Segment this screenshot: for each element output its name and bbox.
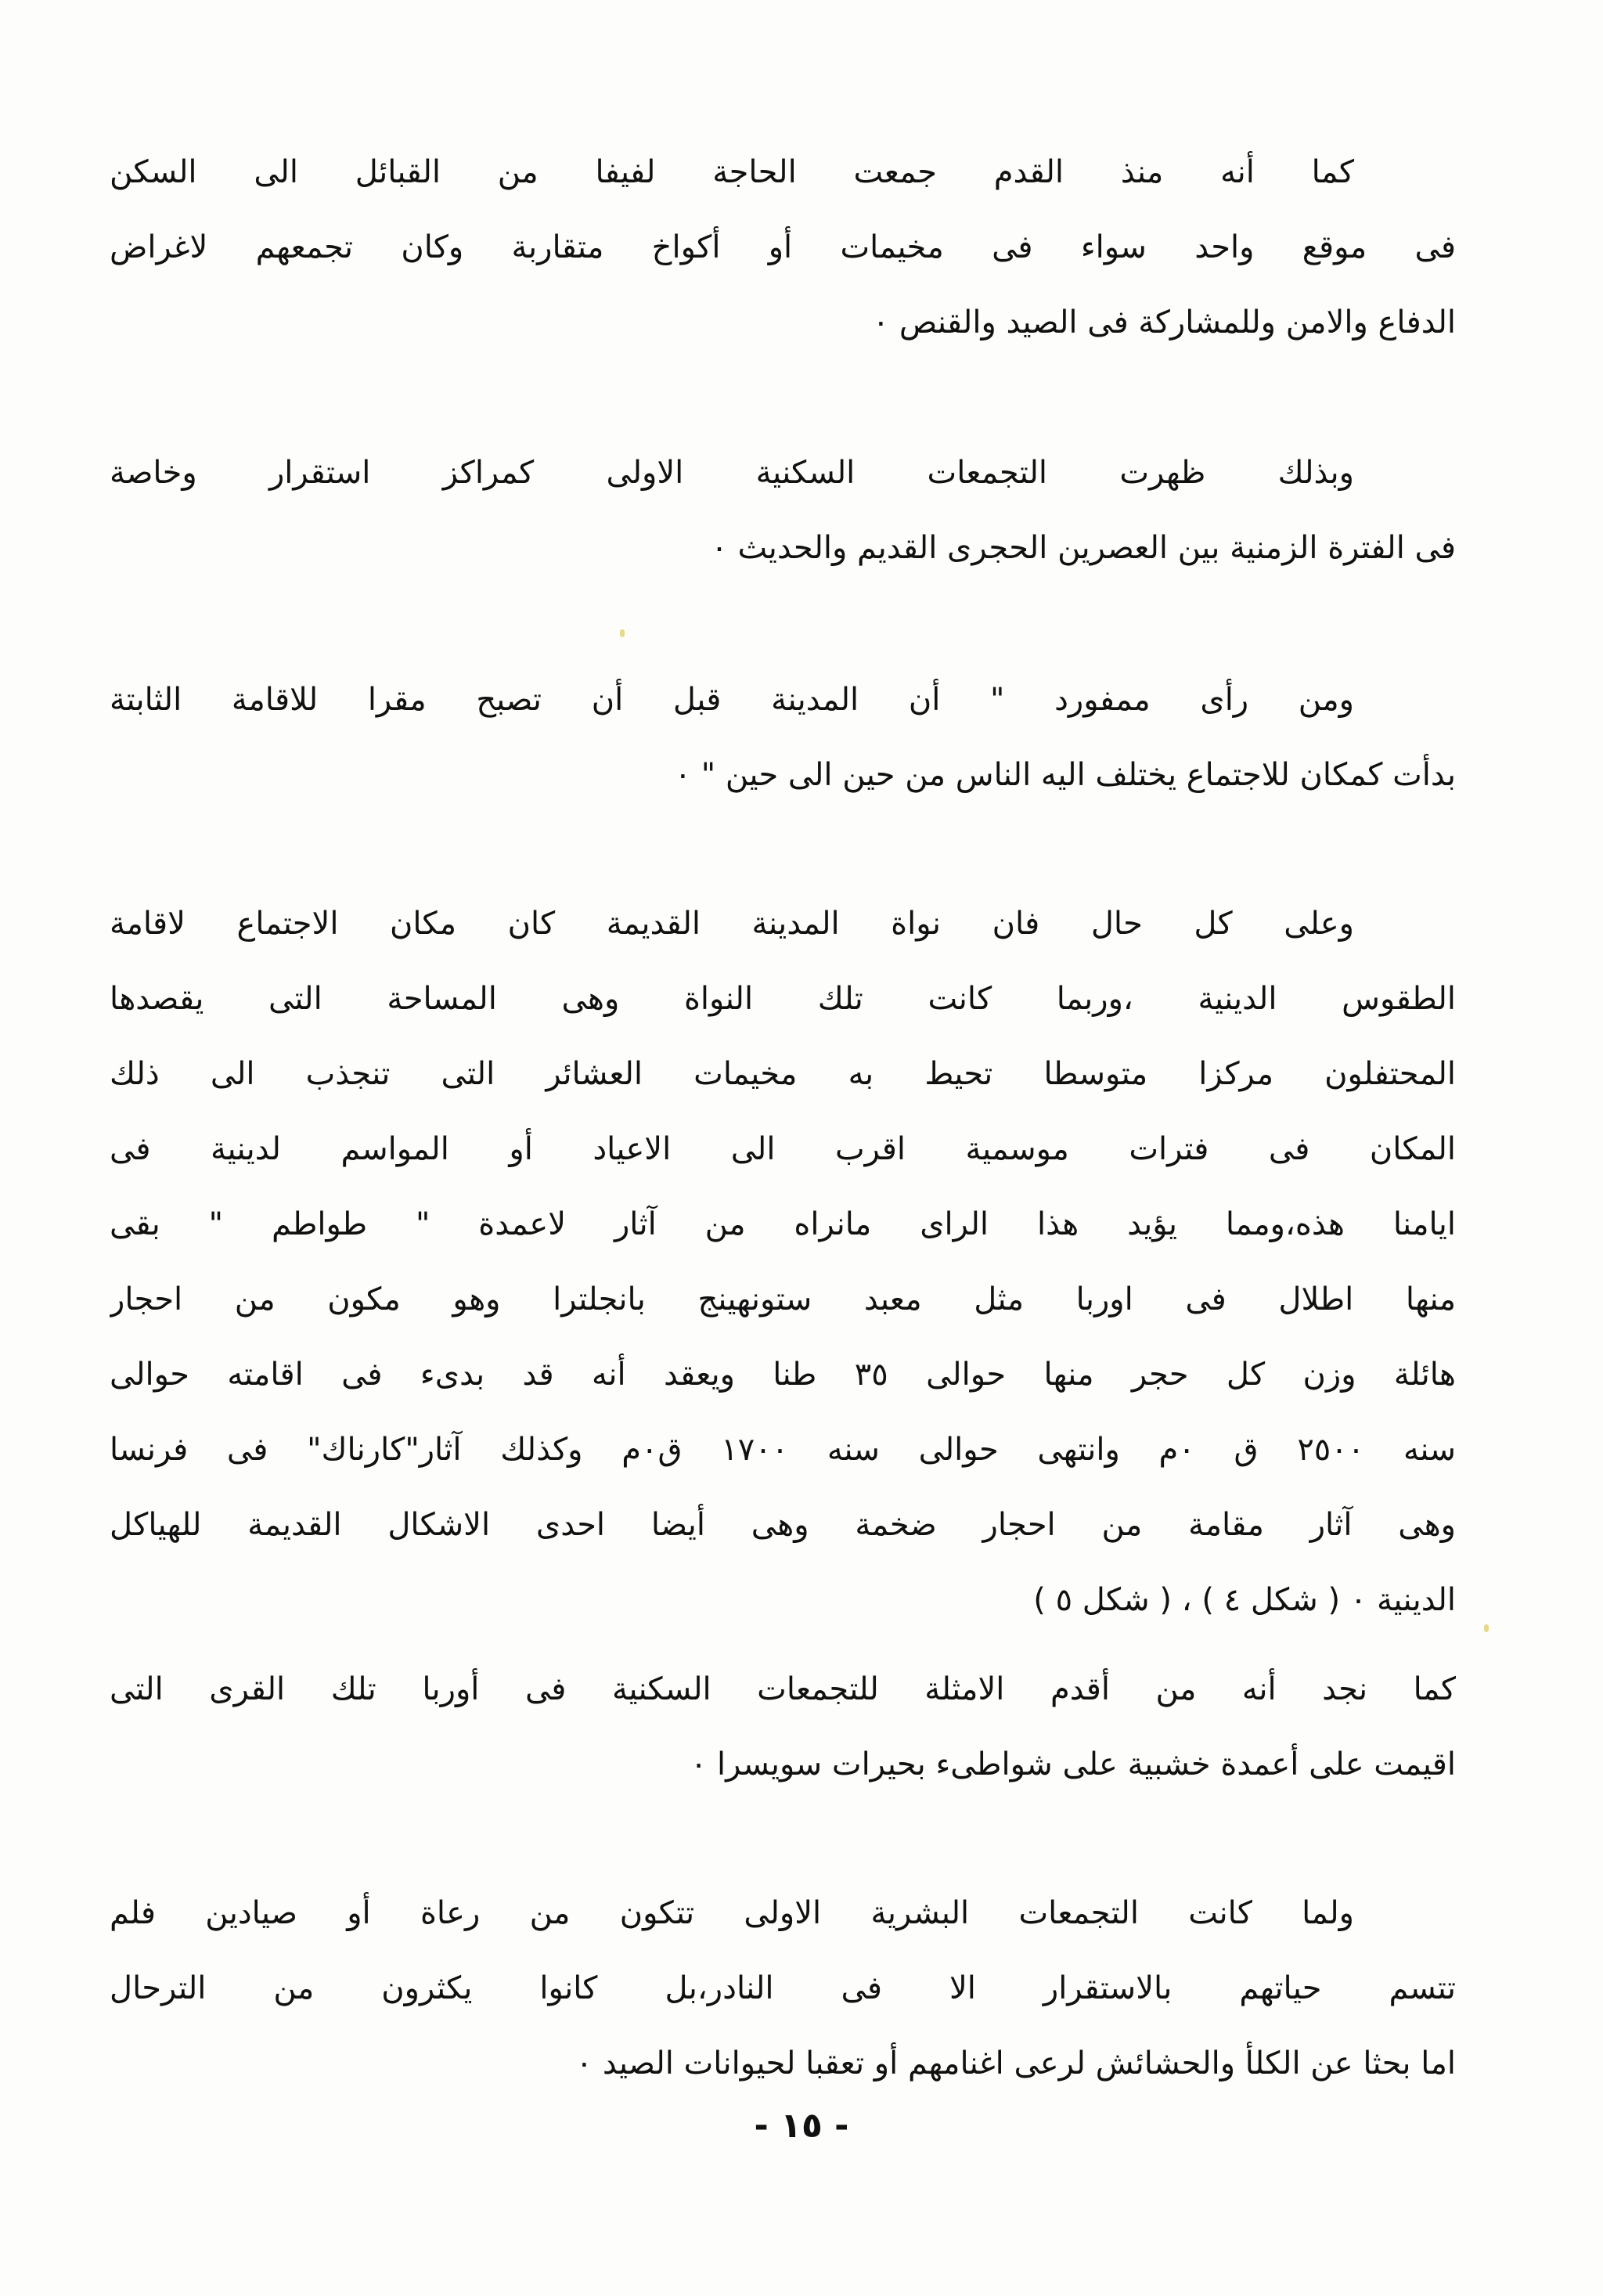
text-line: المحتفلون مركزا متوسطا تحيط به مخيمات العشائر التى تنجذب الى ذلك — [110, 1056, 1456, 1092]
paper-speck — [620, 629, 625, 637]
text-line: اما بحثا عن الكلأ والحشائش لرعى اغنامهم أو تعقبا لحيوانات الصيد ٠ — [575, 2045, 1456, 2082]
text-line: هائلة وزن كل حجر منها حوالى ٣٥ طنا ويعقد أنه قد بدىء فى اقامته حوالى — [110, 1357, 1456, 1393]
text-line: الدفاع والامن وللمشاركة فى الصيد والقنص ٠ — [872, 305, 1456, 341]
paragraph-4 — [110, 886, 1456, 1638]
text-line: تتسم حياتهم بالاستقرار الا فى النادر،بل كانوا يكثرون من الترحال — [110, 1970, 1456, 2006]
text-line: بدأت كمكان للاجتماع يختلف اليه الناس من حين الى حين " ٠ — [674, 757, 1456, 793]
text-line: كما نجد أنه من أقدم الامثلة للتجمعات السكنية فى أوربا تلك القرى التى — [110, 1671, 1456, 1707]
text-line: سنه ٢٥٠٠ ق ٠م وانتهى حوالى سنه ١٧٠٠ ق٠م وكذلك آثار"كارناك" فى فرنسا — [110, 1432, 1456, 1468]
paragraph-5 — [110, 1652, 1456, 1802]
text-line: وهى آثار مقامة من احجار ضخمة وهى أيضا احدى الاشكال القديمة للهياكل — [110, 1507, 1456, 1543]
text-line: فى الفترة الزمنية بين العصرين الحجرى القديم والحديث ٠ — [711, 530, 1456, 566]
paragraph-2 — [110, 435, 1456, 586]
text-line: الطقوس الدينية ،وربما كانت تلك النواة وهى المساحة التى يقصدها — [110, 981, 1456, 1017]
paragraph-3 — [110, 662, 1456, 813]
text-line: منها اطلال فى اوربا مثل معبد ستونهينج بانجلترا وهو مكون من احجار — [110, 1281, 1456, 1317]
text-line: ايامنا هذه،ومما يؤيد هذا الراى مانراه من آثار لاعمدة " طواطم " بقى — [110, 1206, 1456, 1242]
text-line: وبذلك ظهرت التجمعات السكنية الاولى كمراكز استقرار وخاصة — [110, 455, 1354, 491]
paragraph-1 — [110, 135, 1456, 360]
text-line: ومن رأى ممفورد " أن المدينة قبل أن تصبح مقرا للاقامة الثابتة — [110, 682, 1354, 718]
page-number: - ١٥ - — [754, 2106, 849, 2146]
text-line: كما أنه منذ القدم جمعت الحاجة لفيفا من القبائل الى السكن — [110, 154, 1354, 190]
paragraph-6 — [110, 1876, 1456, 2101]
text-line: وعلى كل حال فان نواة المدينة القديمة كان مكان الاجتماع لاقامة — [110, 906, 1354, 942]
text-line: الدينية ٠ ( شكل ٤ ) ، ( شكل ٥ ) — [1033, 1582, 1456, 1618]
text-line: المكان فى فترات موسمية اقرب الى الاعياد أو المواسم لدينية فى — [110, 1131, 1456, 1167]
text-line: ولما كانت التجمعات البشرية الاولى تتكون من رعاة أو صيادين فلم — [110, 1895, 1354, 1931]
text-line: اقيمت على أعمدة خشبية على شواطىء بحيرات سويسرا ٠ — [690, 1746, 1456, 1782]
paper-speck — [1484, 1624, 1489, 1632]
text-line: فى موقع واحد سواء فى مخيمات أو أكواخ متقاربة وكان تجمعهم لاغراض — [110, 229, 1456, 265]
